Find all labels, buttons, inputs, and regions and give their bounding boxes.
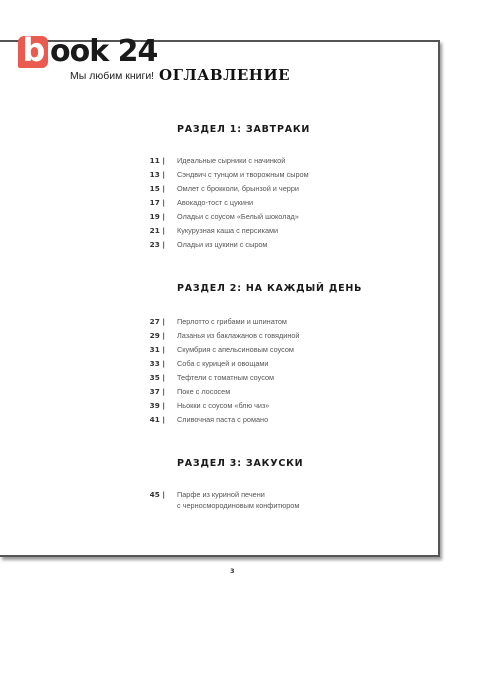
toc-page-number: 11 | [149, 156, 165, 165]
toc-page-number: 15 | [149, 184, 165, 193]
logo-word: ook 24 [50, 34, 158, 69]
toc-page-number: 17 | [149, 198, 165, 207]
toc-page-number: 31 | [149, 345, 165, 354]
toc-title: Сэндвич с тунцом и творожным сыром [177, 170, 309, 179]
toc-page-number: 45 | [149, 490, 165, 499]
logo-badge-letter: b [22, 31, 46, 69]
toc-title: Оладьи с соусом «Белый шоколад» [177, 212, 299, 221]
toc-title-continuation: с черносмородиновым конфитюром [177, 501, 300, 510]
toc-page-number: 21 | [149, 226, 165, 235]
toc-title: Ньокки с соусом «блю чиз» [177, 401, 270, 410]
toc-page-number: 35 | [149, 373, 165, 382]
toc-title: Кукурузная каша с персиками [177, 226, 279, 235]
page-number: 3 [230, 567, 235, 575]
toc-page-number: 23 | [149, 240, 165, 249]
book24-logo[interactable] [18, 31, 168, 86]
book-page [0, 40, 440, 557]
toc-title: Омлет с брокколи, брынзой и черри [177, 184, 299, 193]
toc-page-number: 41 | [149, 415, 165, 424]
toc-title: Перлотто с грибами и шпинатом [177, 317, 287, 326]
toc-page-number: 13 | [149, 170, 165, 179]
section-title: РАЗДЕЛ 1: ЗАВТРАКИ [177, 124, 311, 135]
toc-page-number: 27 | [149, 317, 165, 326]
toc-title: Скумбрия с апельсиновым соусом [177, 345, 294, 354]
toc-title: Идеальные сырники с начинкой [177, 156, 286, 165]
toc-page-number: 39 | [149, 401, 165, 410]
toc-page-number: 29 | [149, 331, 165, 340]
section-title: РАЗДЕЛ 2: НА КАЖДЫЙ ДЕНЬ [177, 283, 363, 294]
toc-title: Парфе из куриной печени [177, 490, 265, 499]
logo-tagline: Мы любим книги! [70, 70, 155, 82]
toc-title: Поке с лососем [177, 387, 231, 396]
toc-title: Соба с курицей и овощами [177, 359, 269, 368]
page-title: ОГЛАВЛЕНИЕ [159, 66, 291, 84]
toc-title: Авокадо-тост с цукини [177, 198, 254, 207]
logo-badge [18, 31, 48, 69]
toc-title: Оладьи из цукини с сыром [177, 240, 268, 249]
section-title: РАЗДЕЛ 3: ЗАКУСКИ [177, 458, 304, 469]
toc-page-number: 37 | [149, 387, 165, 396]
toc-page-number: 33 | [149, 359, 165, 368]
toc-title: Тефтели с томатным соусом [177, 373, 275, 382]
toc-title: Лазанья из баклажанов с говядиной [177, 331, 300, 340]
toc-page-number: 19 | [149, 212, 165, 221]
toc-title: Сливочная паста с романо [177, 415, 269, 424]
